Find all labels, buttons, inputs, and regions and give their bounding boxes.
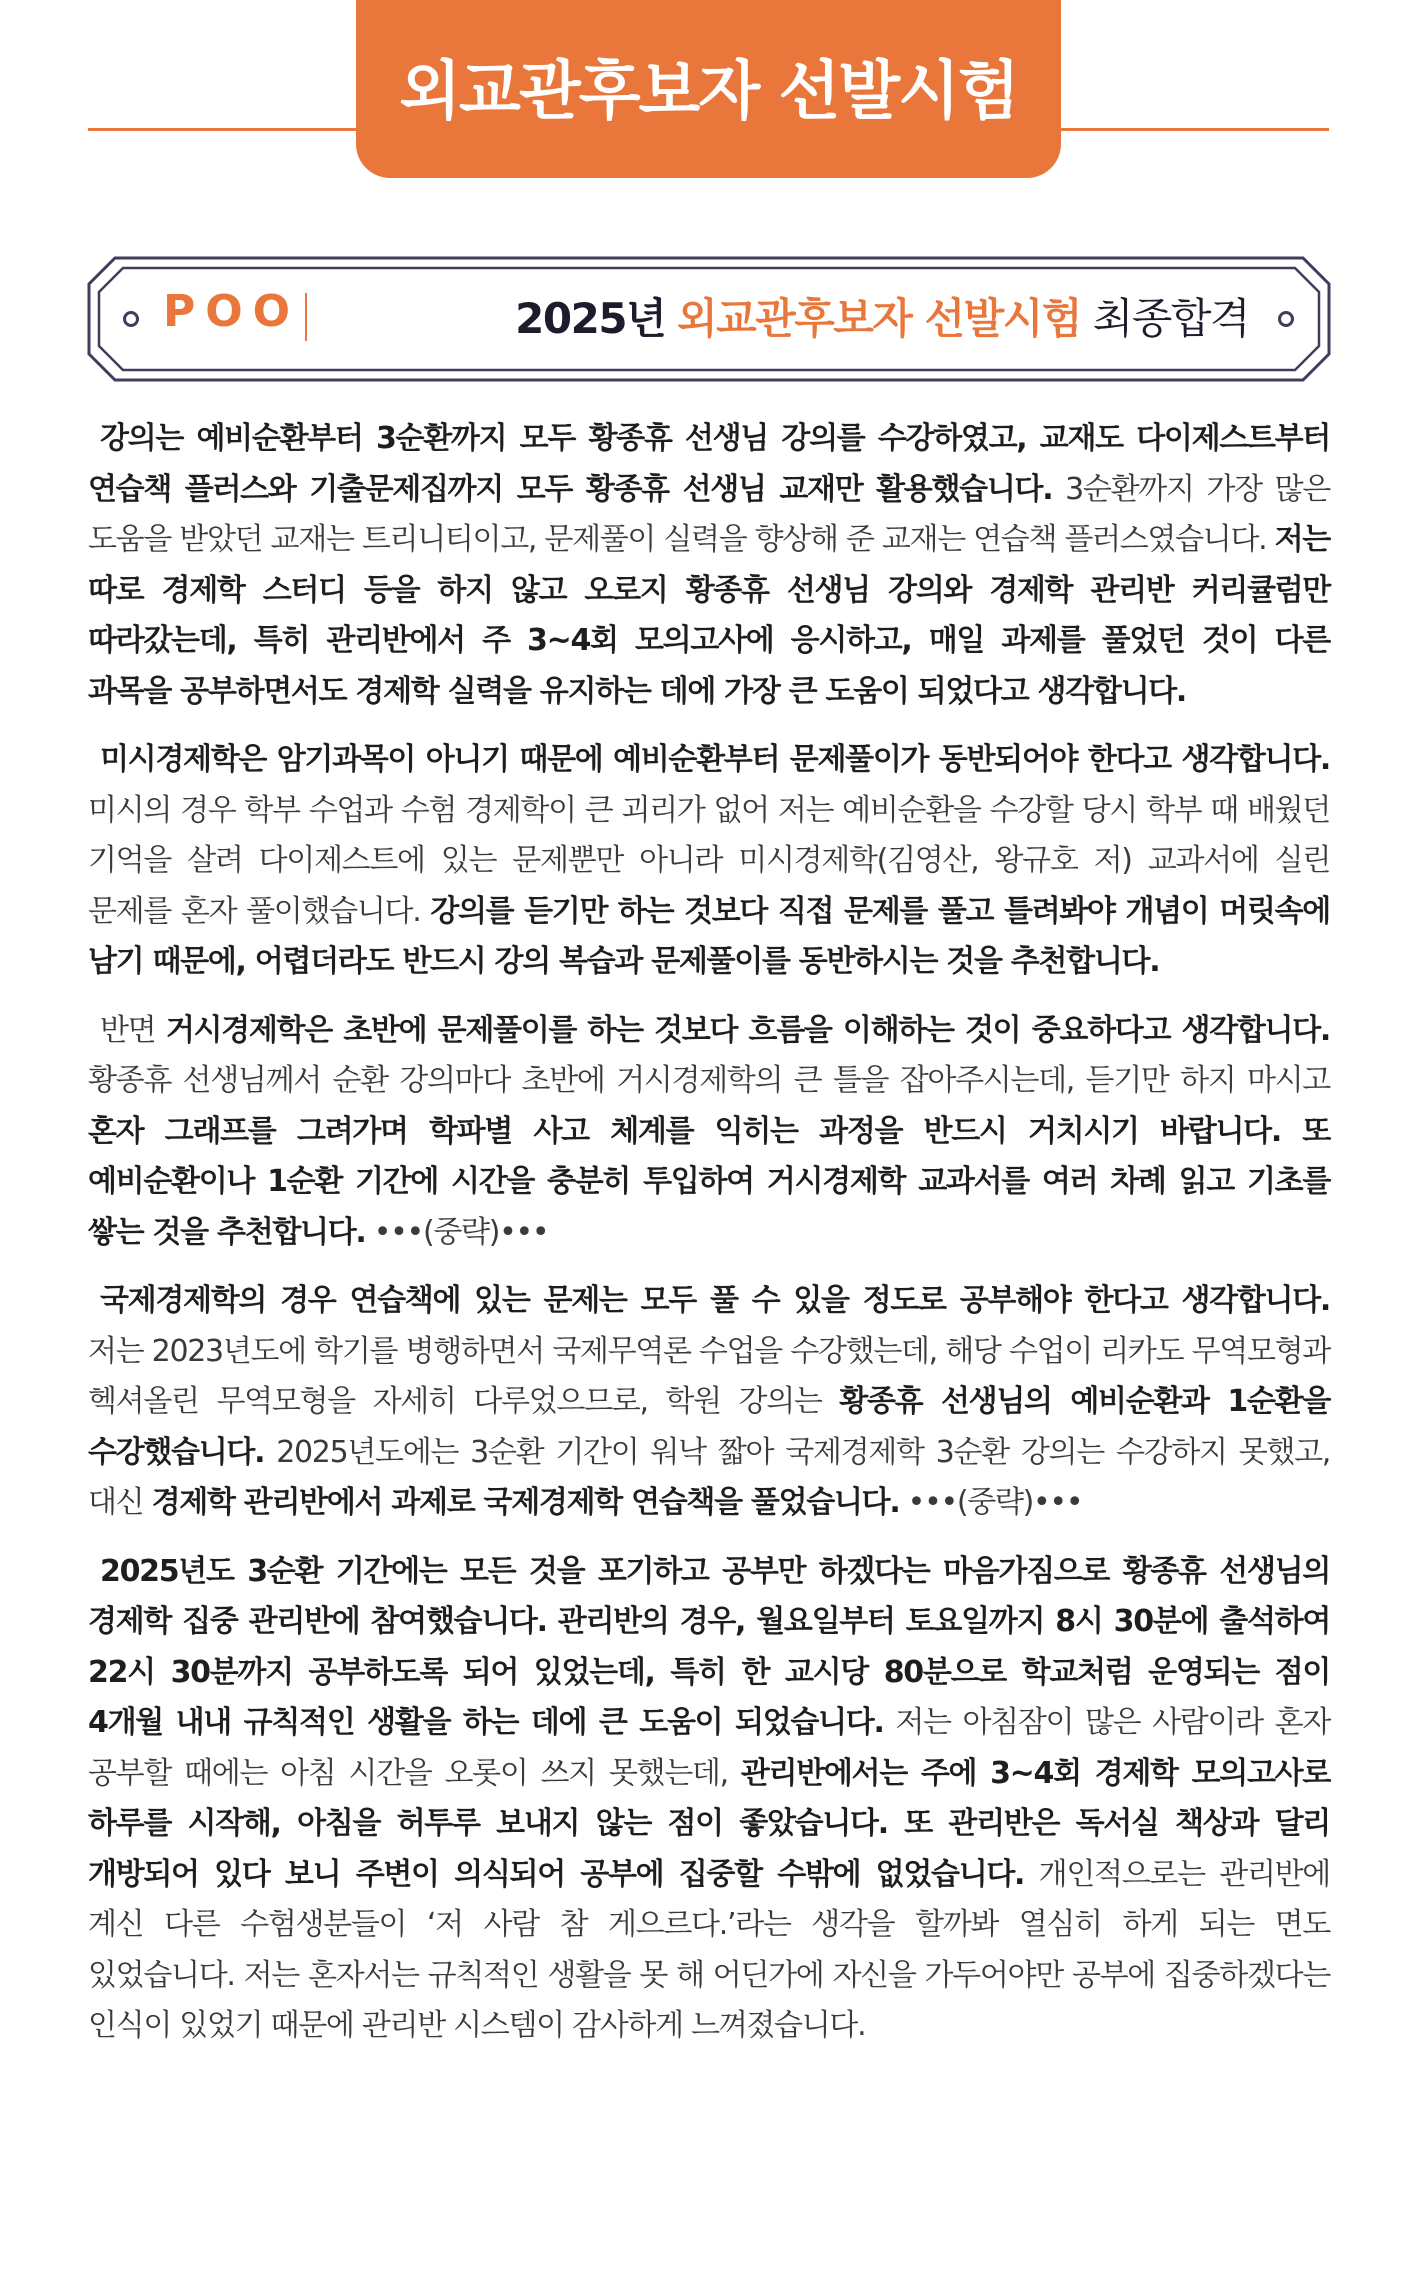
paragraph: 국제경제학의 경우 연습책에 있는 문제는 모두 풀 수 있을 정도로 공부해야 한다고 생각합니다. 저는 2023년도에 학기를 병행하면서 국제무역론 수업을 수강했는데, 해당 수업이 리카도 무역모형과 헥셔올린 무역모형을 자세히 다루었으므로, 학원 강의는 황종휴 선생님의 예비순환과 1순환을 수강했습니다. 2025년도에는 3순환 기간이 워낙 짧아 국제경제학 3순환 강의는 수강하지 못했고, 대신 경제학 관리반에서 과제로 국제경제학 연습책을 풀었습니다. •••(중략)•••	[88, 1283, 1330, 1520]
paragraph: 미시경제학은 암기과목이 아니기 때문에 예비순환부터 문제풀이가 동반되어야 한다고 생각합니다. 미시의 경우 학부 수업과 수험 경제학이 큰 괴리가 없어 저는 예비순환을 수강할 당시 학부 때 배웠던 기억을 살려 다이제스트에 있는 문제뿐만 아니라 미시경제학(김영산, 왕규호 저) 교과서에 실린 문제를 혼자 풀이했습니다. 강의를 듣기만 하는 것보다 직접 문제를 풀고 틀려봐야 개념이 머릿속에 남기 때문에, 어렵더라도 반드시 강의 복습과 문제풀이를 동반하시는 것을 추천합니다.	[88, 742, 1330, 979]
banner-exam: 외교관후보자 선발시험	[677, 294, 1081, 343]
paragraph: 2025년도 3순환 기간에는 모든 것을 포기하고 공부만 하겠다는 마음가짐으로 황종휴 선생님의 경제학 집중 관리반에 참여했습니다. 관리반의 경우, 월요일부터 토요일까지 8시 30분에 출석하여 22시 30분까지 공부하도록 되어 있었는데, 특히 한 교시당 80분으로 학교처럼 운영되는 점이 4개월 내내 규칙적인 생활을 하는 데에 큰 도움이 되었습니다. 저는 아침잠이 많은 사람이라 혼자 공부할 때에는 아침 시간을 오롯이 쓰지 못했는데, 관리반에서는 주에 3~4회 경제학 모의고사로 하루를 시작해, 아침을 허투루 보내지 않는 점이 좋았습니다. 또 관리반은 독서실 책상과 달리 개방되어 있다 보니 주변이 의식되어 공부에 집중할 수밖에 없었습니다. 개인적으로는 관리반에 계신 다른 수험생분들이 ‘저 사람 참 게으르다.’라는 생각을 할까봐 열심히 하게 되는 면도 있었습니다. 저는 혼자서는 규칙적인 생활을 못 해 어딘가에 자신을 가두어야만 공부에 집중하겠다는 인식이 있었기 때문에 관리반 시스템이 감사하게 느껴졌습니다.	[88, 1553, 1330, 2043]
paragraph: 강의는 예비순환부터 3순환까지 모두 황종휴 선생님 강의를 수강하였고, 교재도 다이제스트부터 연습책 플러스와 기출문제집까지 모두 황종휴 선생님 교재만 활용했습니다. 3순환까지 가장 많은 도움을 받았던 교재는 트리니티이고, 문제풀이 실력을 향상해 준 교재는 연습책 플러스였습니다. 저는 따로 경제학 스터디 등을 하지 않고 오로지 황종휴 선생님 강의와 경제학 관리반 커리큘럼만 따라갔는데, 특히 관리반에서 주 3~4회 모의고사에 응시하고, 매일 과제를 풀었던 것이 다른 과목을 공부하면서도 경제학 실력을 유지하는 데에 가장 큰 도움이 되었다고 생각합니다.	[88, 421, 1331, 709]
header-tab	[356, 0, 1061, 178]
banner-title	[515, 286, 1249, 346]
result-banner	[87, 256, 1331, 382]
header-rule-left	[88, 128, 358, 131]
student-name: POO	[163, 286, 301, 337]
banner-divider	[305, 293, 307, 341]
header-rule-right	[1059, 128, 1329, 131]
banner-dot-right	[1278, 311, 1294, 327]
paragraph: 반면 거시경제학은 초반에 문제풀이를 하는 것보다 흐름을 이해하는 것이 중요하다고 생각합니다. 황종휴 선생님께서 순환 강의마다 초반에 거시경제학의 큰 틀을 잡아주시는데, 듣기만 하지 마시고 혼자 그래프를 그려가며 학파별 사고 체계를 익히는 과정을 반드시 거치시기 바랍니다. 또 예비순환이나 1순환 기간에 시간을 충분히 투입하여 거시경제학 교과서를 여러 차례 읽고 기초를 쌓는 것을 추천합니다. •••(중략)•••	[88, 1012, 1330, 1250]
banner-result: 최종합격	[1092, 294, 1249, 343]
banner-year: 2025년	[515, 294, 666, 343]
testimonial-body	[88, 414, 1330, 2070]
page-title: 외교관후보자 선발시험	[399, 55, 1018, 129]
banner-dot-left	[123, 311, 139, 327]
